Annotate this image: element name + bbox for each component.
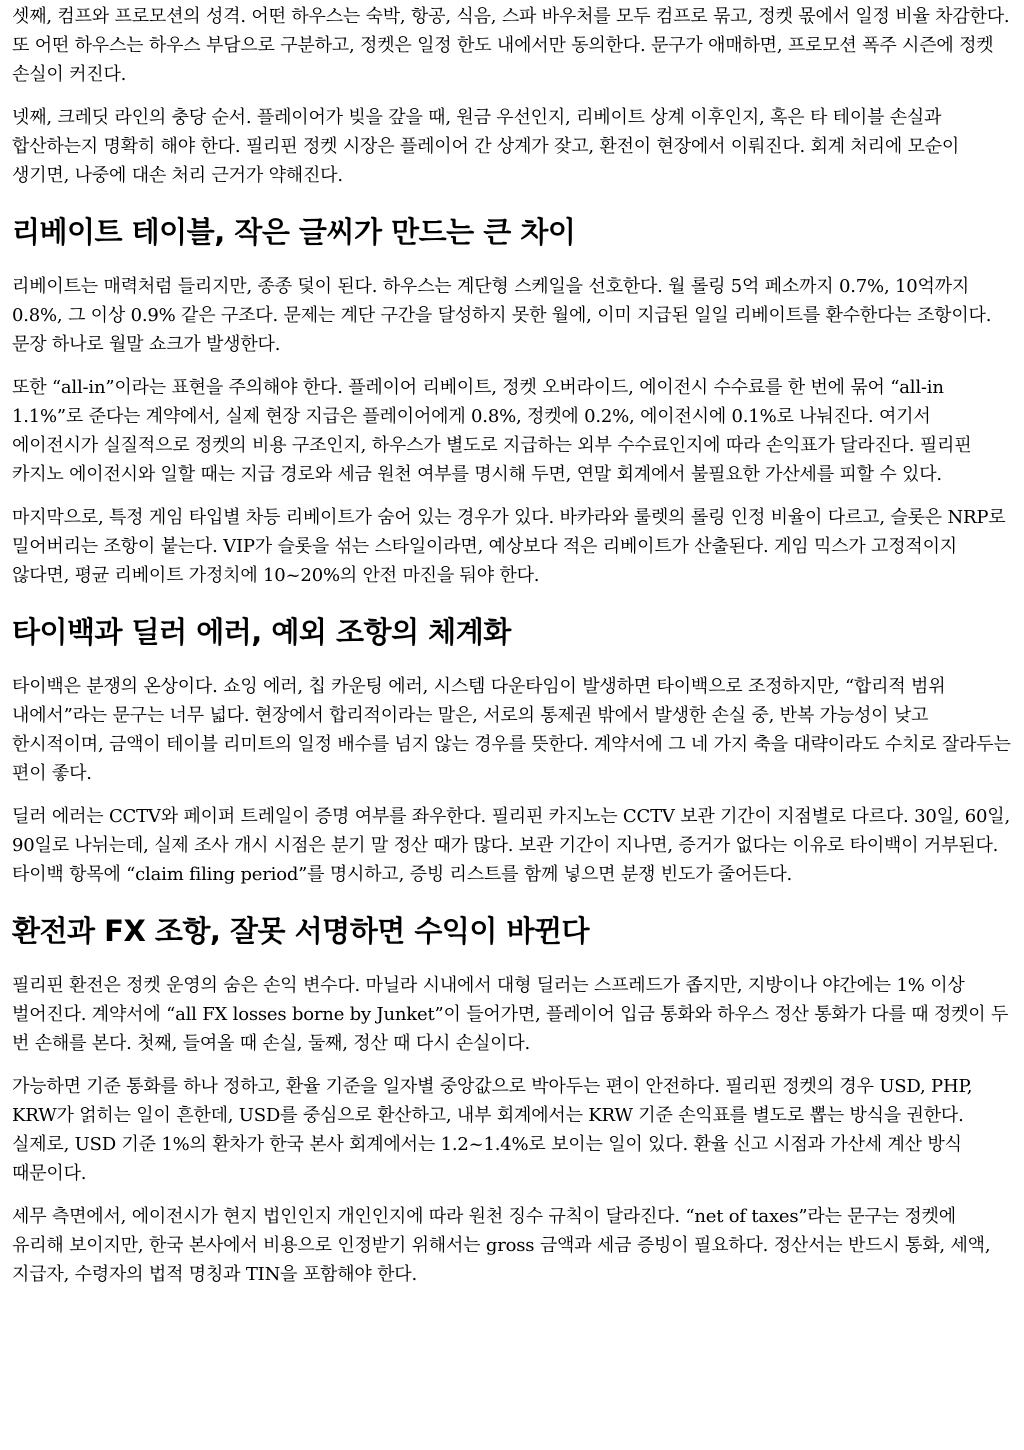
paragraph-comps-promotions: 셋째, 컴프와 프로모션의 성격. 어떤 하우스는 숙박, 항공, 식음, 스파 바우처를 모두 컴프로 묶고, 정켓 몫에서 일정 비율 차감한다. 또 어떤 하우스는 하우스 부담으로 구분하고, 정켓은 일정 한도 내에서만 동의한다. 문구가 애매하면, 프로모션 폭주 시즌에 정켓 손실이 커진다.: [12, 6, 1010, 85]
section-heading-rebate-table: 리베이트 테이블, 작은 글씨가 만드는 큰 차이: [12, 215, 576, 249]
paragraph-rebate-tiers: 리베이트는 매력처럼 들리지만, 종종 덫이 된다. 하우스는 계단형 스케일을 선호한다. 월 롤링 5억 페소까지 0.7%, 10억까지 0.8%, 그 이상 0.9% 같은 구조다. 문제는 계단 구간을 달성하지 못한 월에, 이미 지급된 일일 리베이트를 환수한다는 조항이다. 문장 하나로 월말 쇼크가 발생한다.: [12, 276, 992, 355]
section-heading-fx: 환전과 FX 조항, 잘못 서명하면 수익이 바뀐다: [12, 914, 590, 948]
paragraph-dealer-error: 딜러 에러는 CCTV와 페이퍼 트레일이 증명 여부를 좌우한다. 필리핀 카지노는 CCTV 보관 기간이 지점별로 다르다. 30일, 60일, 90일로 나뉘는데, 실제 조사 개시 시점은 분기 말 정산 때가 많다. 보관 기간이 지나면, 증거가 없다는 이유로 타이백이 거부된다. 타이백 항목에 “claim filing period”를 명시하고, 증빙 리스트를 함께 넣으면 분쟁 빈도가 줄어든다.: [12, 806, 1011, 885]
paragraph-base-currency: 가능하면 기준 통화를 하나 정하고, 환율 기준을 일자별 중앙값으로 박아두는 편이 안전하다. 필리핀 정켓의 경우 USD, PHP, KRW가 얽히는 일이 흔한데, USD를 중심으로 환산하고, 내부 회계에서는 KRW 기준 손익표를 별도로 뽑는 방식을 권한다. 실제로, USD 기준 1%의 환차가 한국 본사 회계에서는 1.2~1.4%로 보이는 일이 있다. 환율 신고 시점과 가산세 계산 방식 때문이다.: [12, 1076, 973, 1184]
paragraph-tieback: 타이백은 분쟁의 온상이다. 쇼잉 에러, 칩 카운팅 에러, 시스템 다운타임이 발생하면 타이백으로 조정하지만, “합리적 범위 내에서”라는 문구는 너무 넓다. 현장에서 합리적이라는 말은, 서로의 통제권 밖에서 발생한 손실 중, 반복 가능성이 낮고 한시적이며, 금액이 테이블 리미트의 일정 배수를 넘지 않는 경우를 뜻한다. 계약서에 그 네 가지 축을 대략이라도 수치로 잘라두는 편이 좋다.: [12, 676, 1011, 784]
paragraph-game-type-rebate: 마지막으로, 특정 게임 타입별 차등 리베이트가 숨어 있는 경우가 있다. 바카라와 룰렛의 롤링 인정 비율이 다르고, 슬롯은 NRP로 밀어버리는 조항이 붙는다. VIP가 슬롯을 섞는 스타일이라면, 예상보다 적은 리베이트가 산출된다. 게임 믹스가 고정적이지 않다면, 평균 리베이트 가정치에 10~20%의 안전 마진을 둬야 한다.: [12, 507, 1006, 586]
section-heading-tieback: 타이백과 딜러 에러, 예외 조항의 체계화: [12, 615, 511, 649]
paragraph-credit-line: 넷째, 크레딧 라인의 충당 순서. 플레이어가 빚을 갚을 때, 원금 우선인지, 리베이트 상계 이후인지, 혹은 타 테이블 손실과 합산하는지 명확히 해야 한다. 필리핀 정켓 시장은 플레이어 간 상계가 잦고, 환전이 현장에서 이뤄진다. 회계 처리에 모순이 생기면, 나중에 대손 처리 근거가 약해진다.: [12, 107, 960, 186]
article-body: [0, 2, 1024, 1289]
paragraph-fx-exchange: 필리핀 환전은 정켓 운영의 숨은 손익 변수다. 마닐라 시내에서 대형 딜러는 스프레드가 좁지만, 지방이나 야간에는 1% 이상 벌어진다. 계약서에 “all FX losses borne by Junket”이 들어가면, 플레이어 입금 통화와 하우스 정산 통화가 다를 때 정켓이 두 번 손해를 본다. 첫째, 들여올 때 손실, 둘째, 정산 때 다시 손실이다.: [12, 975, 1009, 1054]
paragraph-all-in: 또한 “all-in”이라는 표현을 주의해야 한다. 플레이어 리베이트, 정켓 오버라이드, 에이전시 수수료를 한 번에 묶어 “all-in 1.1%”로 준다는 계약에서, 실제 현장 지급은 플레이어에게 0.8%, 정켓에 0.2%, 에이전시에 0.1%로 나눠진다. 여기서 에이전시가 실질적으로 정켓의 비용 구조인지, 하우스가 별도로 지급하는 외부 수수료인지에 따라 손익표가 달라진다. 필리핀 카지노 에이전시와 일할 때는 지급 경로와 세금 원천 여부를 명시해 두면, 연말 회계에서 불필요한 가산세를 피할 수 있다.: [12, 377, 972, 485]
paragraph-tax: 세무 측면에서, 에이전시가 현지 법인인지 개인인지에 따라 원천 징수 규칙이 달라진다. “net of taxes”라는 문구는 정켓에 유리해 보이지만, 한국 본사에서 비용으로 인정받기 위해서는 gross 금액과 세금 증빙이 필요하다. 정산서는 반드시 통화, 세액, 지급자, 수령자의 법적 명칭과 TIN을 포함해야 한다.: [12, 1206, 991, 1285]
